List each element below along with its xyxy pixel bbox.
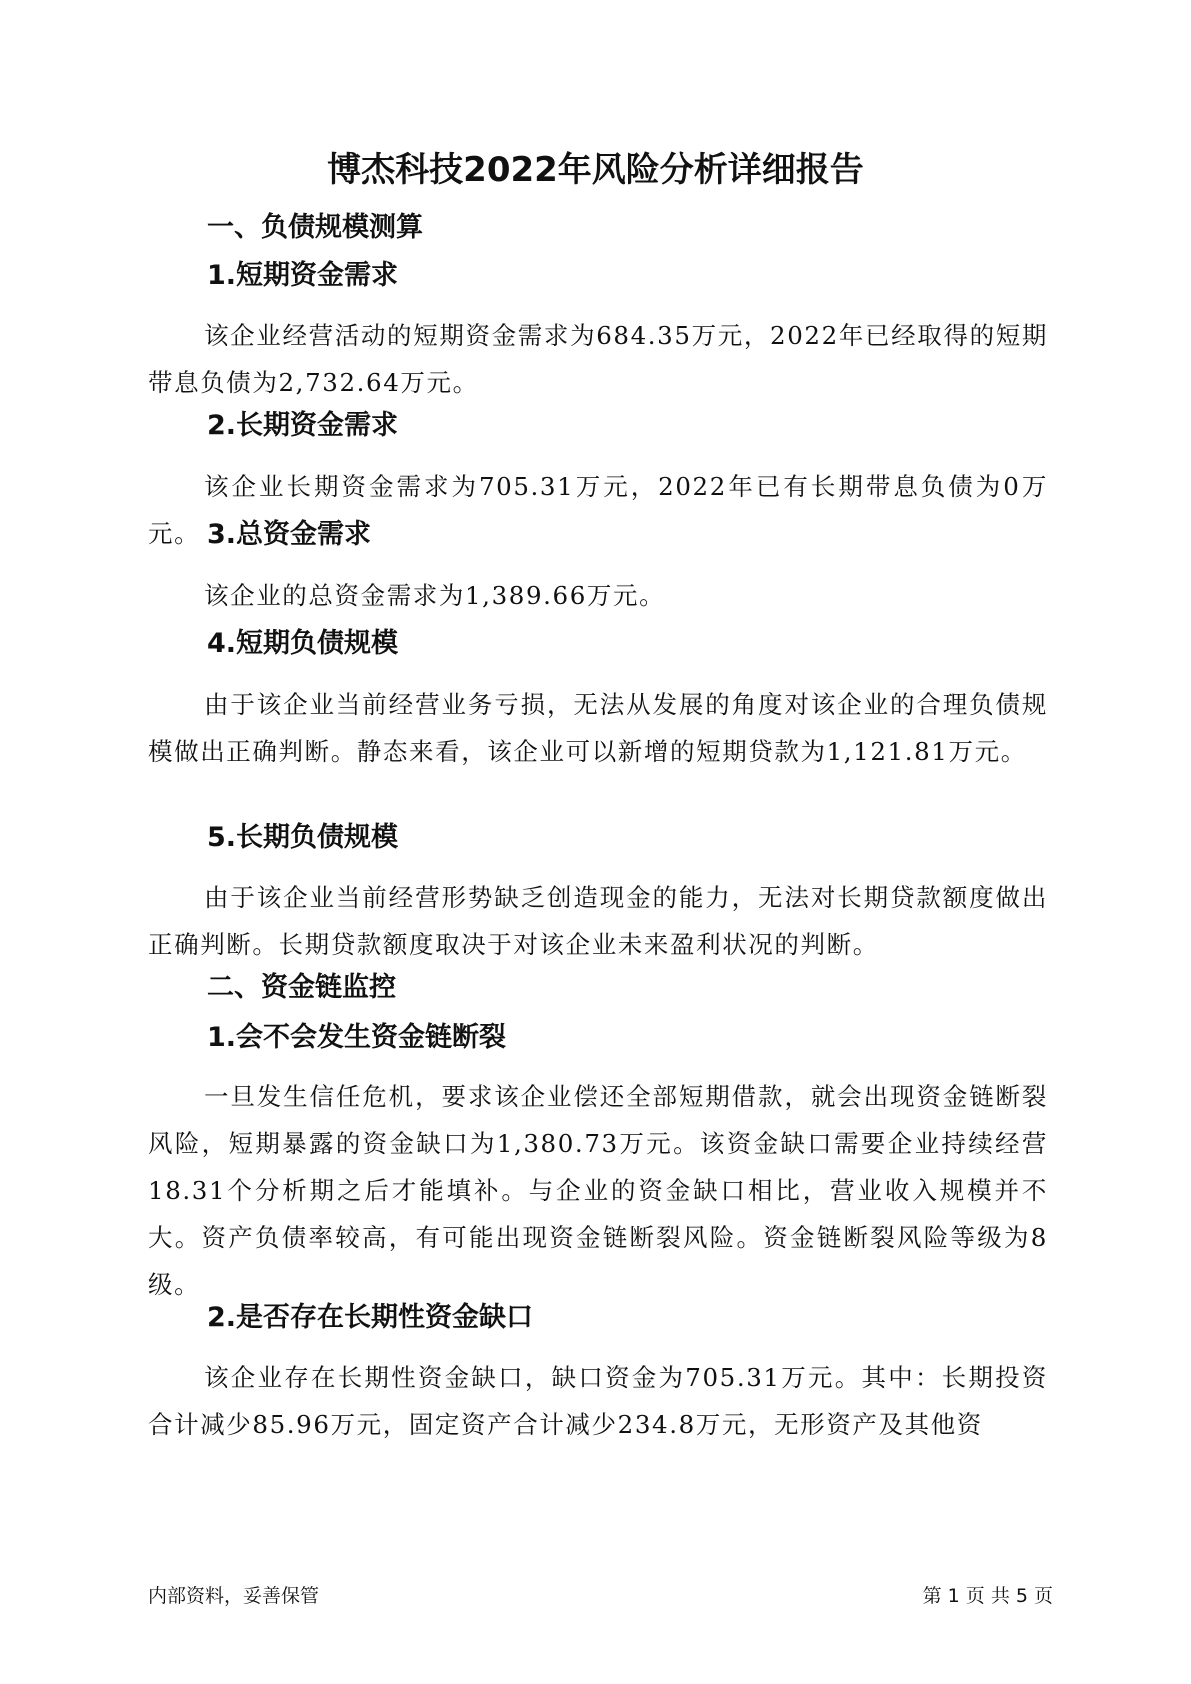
- subheading-long-term-funding: 2.长期资金需求: [207, 410, 399, 441]
- section-heading-debt-scale: 一、负债规模测算: [207, 212, 423, 243]
- paragraph-short-term-funding: 该企业经营活动的短期资金需求为684.35万元，2022年已经取得的短期带息负债为2,732.64万元。: [148, 321, 1048, 397]
- subheading-total-funding: 3.总资金需求: [207, 519, 372, 550]
- document-title: 博杰科技2022年风险分析详细报告: [327, 150, 864, 190]
- subheading-long-term-gap: 2.是否存在长期性资金缺口: [207, 1302, 534, 1333]
- paragraph-long-term-funding: 该企业长期资金需求为705.31万元，2022年已有长期带息负债为0万元。: [148, 472, 1048, 548]
- paragraph-long-term-debt-scale: 由于该企业当前经营形势缺乏创造现金的能力，无法对长期贷款额度做出正确判断。长期贷款额度取决于对该企业未来盈利状况的判断。: [148, 883, 1048, 959]
- subheading-short-term-debt-scale: 4.短期负债规模: [207, 628, 399, 659]
- paragraph-total-funding: 该企业的总资金需求为1,389.66万元。: [204, 581, 666, 610]
- subheading-short-term-funding: 1.短期资金需求: [207, 260, 399, 291]
- paragraph-chain-break: 一旦发生信任危机，要求该企业偿还全部短期借款，就会出现资金链断裂风险，短期暴露的资金缺口为1,380.73万元。该资金缺口需要企业持续经营 18.31个分析期之后才能填补。与企业的资金缺口相比，营业收入规模并不大。资产负债率较高，有可能出现资金链断裂风险。资金链断裂风险等级为8级。: [148, 1082, 1048, 1299]
- paragraph-short-term-debt-scale: 由于该企业当前经营业务亏损，无法从发展的角度对该企业的合理负债规模做出正确判断。静态来看，该企业可以新增的短期贷款为1,121.81万元。: [148, 690, 1048, 766]
- section-heading-capital-chain: 二、资金链监控: [207, 972, 396, 1003]
- subheading-long-term-debt-scale: 5.长期负债规模: [207, 822, 399, 853]
- footer-confidential-note: 内部资料，妥善保管: [148, 1585, 320, 1607]
- footer-page-number: 第 1 页 共 5 页: [922, 1585, 1053, 1607]
- paragraph-long-term-gap: 该企业存在长期性资金缺口，缺口资金为705.31万元。其中：长期投资合计减少85.96万元，固定资产合计减少234.8万元，无形资产及其他资: [148, 1363, 1048, 1439]
- subheading-chain-break: 1.会不会发生资金链断裂: [207, 1022, 507, 1053]
